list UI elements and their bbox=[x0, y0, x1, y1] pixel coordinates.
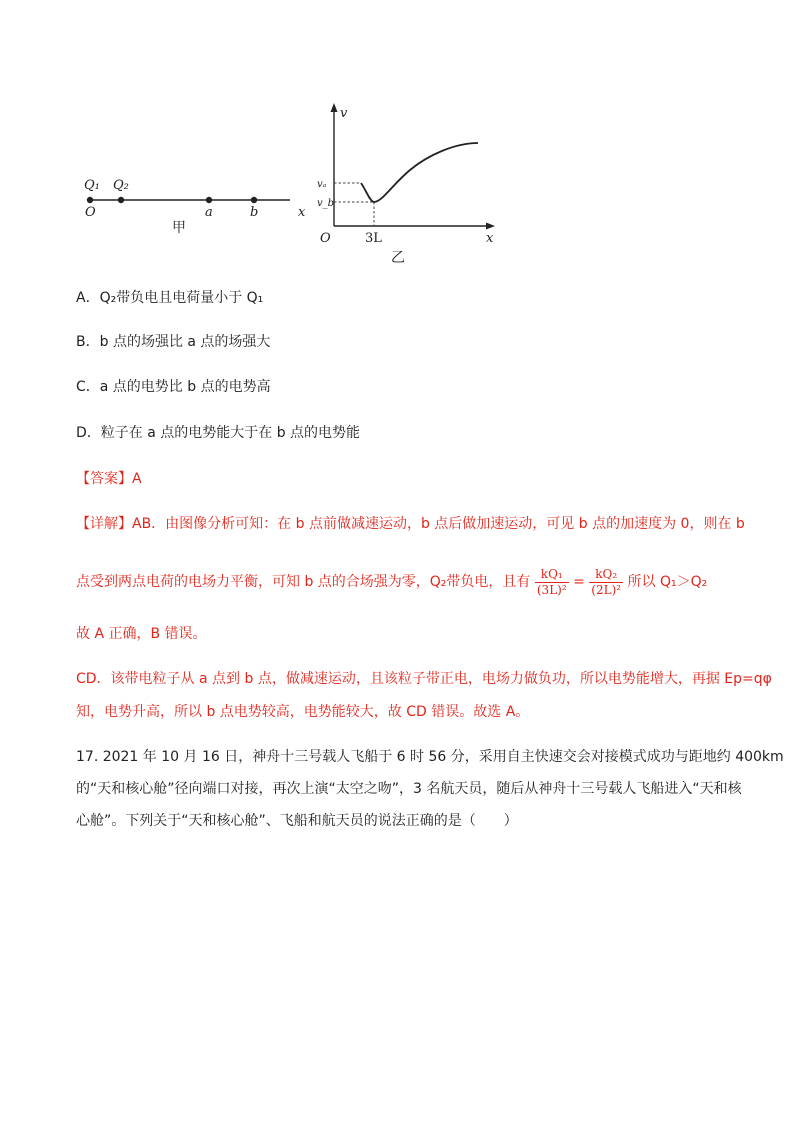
fraction-1 bbox=[535, 567, 569, 598]
label-v: v bbox=[340, 106, 348, 121]
fraction-2-denominator: (2L)² bbox=[591, 582, 622, 597]
v-axis-arrow bbox=[331, 103, 338, 112]
explanation-line-2-pre: 点受到两点电荷的电场力平衡，可知 b 点的合场强为零，Q₂带负电，且有 bbox=[76, 574, 531, 590]
label-q2: Q₂ bbox=[113, 178, 129, 193]
label-va: vₐ bbox=[317, 179, 327, 190]
explanation-line-3: 故 A 正确，B 错误。 bbox=[76, 626, 207, 642]
q2-point bbox=[118, 197, 124, 203]
option-b: B．b 点的场强比 a 点的场强大 bbox=[76, 334, 271, 350]
fraction-2 bbox=[589, 567, 623, 598]
fraction-2-numerator: kQ₂ bbox=[589, 567, 623, 583]
option-d: D．粒子在 a 点的电势能大于在 b 点的电势能 bbox=[76, 425, 361, 441]
label-a: a bbox=[205, 205, 213, 220]
label-vb: v_b bbox=[317, 198, 335, 209]
option-a: A．Q₂带负电且电荷量小于 Q₁ bbox=[76, 290, 264, 306]
explanation-line-2-post: 所以 Q₁＞Q₂ bbox=[627, 574, 708, 590]
explanation-line-2 bbox=[76, 560, 736, 604]
x-axis-arrow bbox=[486, 223, 495, 230]
question-17-line-1: 17. 2021 年 10 月 16 日，神舟十三号载人飞船于 6 时 56 分，采用自主快速交会对接模式成功与距地约 400km bbox=[76, 749, 784, 765]
question-17-line-2: 的“天和核心舱”径向端口对接，再次上演“太空之吻”，3 名航天员，随后从神舟十三号载人飞船进入“天和核 bbox=[76, 781, 742, 797]
answer: 【答案】A bbox=[76, 471, 142, 487]
figure-right bbox=[317, 103, 495, 266]
a-point bbox=[206, 197, 212, 203]
figure bbox=[0, 0, 800, 270]
label-q1: Q₁ bbox=[84, 178, 100, 193]
label-b: b bbox=[250, 205, 259, 220]
label-x-right: x bbox=[486, 231, 494, 246]
equals-sign: = bbox=[573, 574, 585, 590]
label-3l: 3L bbox=[365, 231, 382, 246]
label-origin-right: O bbox=[320, 231, 331, 246]
velocity-curve bbox=[361, 143, 478, 202]
option-c: C．a 点的电势比 b 点的电势高 bbox=[76, 379, 271, 395]
explanation-line-4: CD．该带电粒子从 a 点到 b 点，做减速运动，且该粒子带正电，电场力做负功，所以电势能增大，再据 Ep=qφ bbox=[76, 671, 772, 687]
explanation-line-5: 知，电势升高，所以 b 点电势较高，电势能较大，故 CD 错误。故选 A。 bbox=[76, 704, 530, 720]
label-origin: O bbox=[85, 205, 96, 220]
fraction-1-numerator: kQ₁ bbox=[535, 567, 569, 583]
figure-left bbox=[84, 178, 306, 236]
explanation-line-1: 【详解】AB．由图像分析可知：在 b 点前做减速运动，b 点后做加速运动，可见 b 点的加速度为 0，则在 b bbox=[76, 516, 745, 532]
caption-yi: 乙 bbox=[391, 250, 405, 266]
question-17-line-3: 心舱”。下列关于“天和核心舱”、飞船和航天员的说法正确的是（ ） bbox=[76, 813, 518, 829]
b-point bbox=[251, 197, 257, 203]
label-x: x bbox=[298, 205, 306, 220]
caption-jia: 甲 bbox=[172, 220, 186, 236]
fraction-1-denominator: (3L)² bbox=[536, 582, 567, 597]
q1-point bbox=[87, 197, 93, 203]
